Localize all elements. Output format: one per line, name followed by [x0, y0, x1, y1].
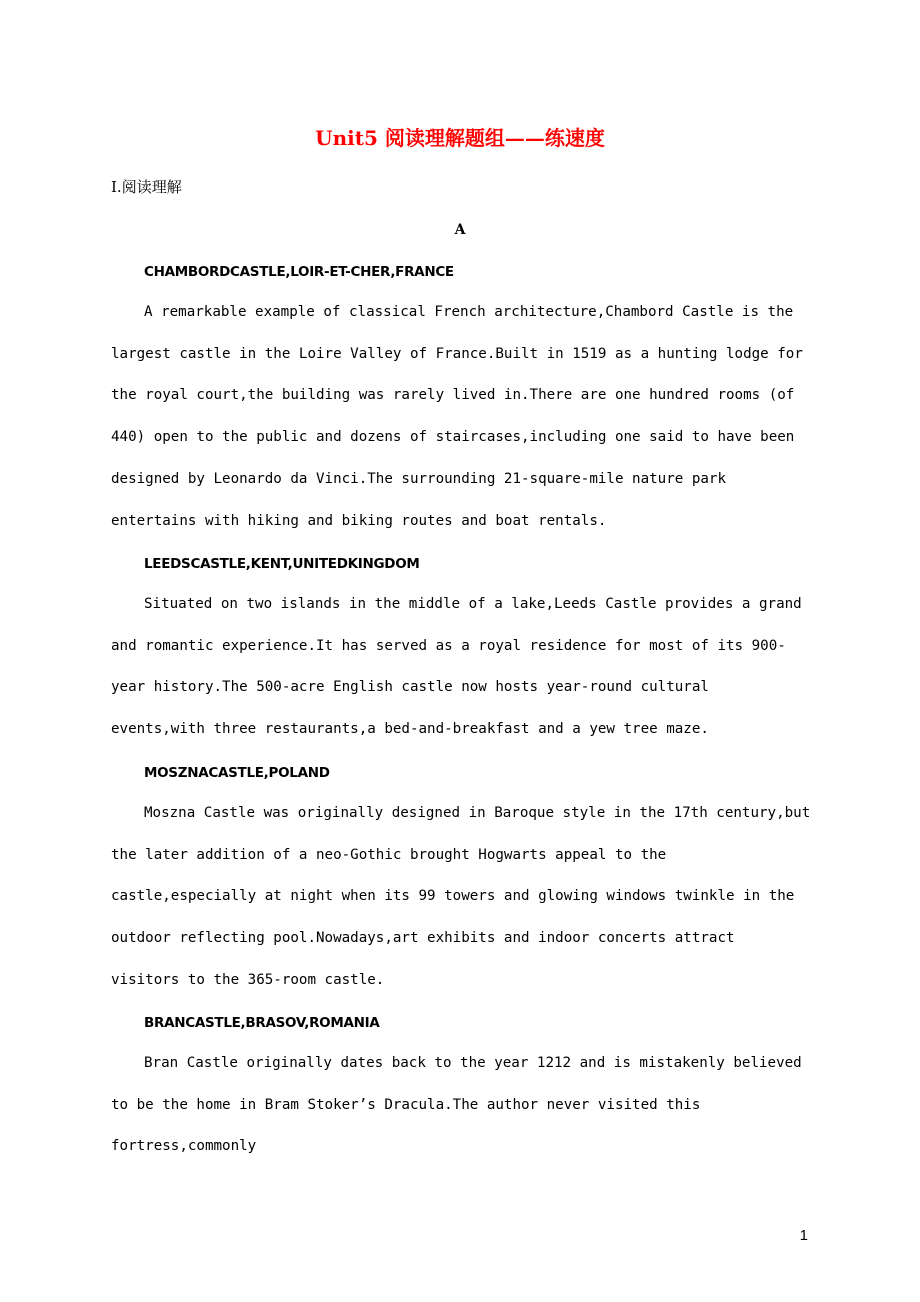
part-letter: A [454, 222, 466, 238]
castle-section-chambord [111, 261, 811, 542]
section-heading: LEEDSCASTLE,KENT,UNITEDKINGDOM [144, 556, 420, 572]
section-paragraph: Situated on two islands in the middle of a lake,Leeds Castle provides a grand and romantic experience.It has served as a royal residence for most of its 900-year history.The 500-acre English castle now hosts year-round cultural events,with three restaurants,a bed-and-breakfast and a yew tree maze. [111, 596, 802, 738]
section-paragraph: A remarkable example of classical French architecture,Chambord Castle is the largest castle in the Loire Valley of France.Built in 1519 as a hunting lodge for the royal court,the building was rarely lived in.There are one hundred rooms (of 440) open to the public and dozens of staircases,including one said to have been designed by Leonardo da Vinci.The surrounding 21-square-mile nature park entertains with hiking and biking routes and boat rentals. [111, 304, 803, 529]
section-heading: CHAMBORDCASTLE,LOIR-ET-CHER,FRANCE [144, 264, 454, 280]
section-heading: BRANCASTLE,BRASOV,ROMANIA [144, 1015, 380, 1031]
document-title: Unit5 阅读理解题组——练速度 [315, 126, 605, 150]
page-number: 1 [799, 1227, 808, 1244]
section-paragraph: Moszna Castle was originally designed in Baroque style in the 17th century,but the later addition of a neo-Gothic brought Hogwarts appeal to the castle,especially at night when its 99 towers and glowing windows twinkle in the outdoor reflecting pool.Nowadays,art exhibits and indoor concerts attract visitors to the 365-room castle. [111, 805, 811, 988]
castle-section-moszna [111, 762, 811, 1002]
section-paragraph: Bran Castle originally dates back to the year 1212 and is mistakenly believed to be the home in Bram Stoker’s Dracula.The author never visited this fortress,commonly [111, 1055, 802, 1155]
section-label: Ⅰ.阅读理解 [111, 178, 182, 196]
castle-section-bran [111, 1012, 811, 1168]
section-heading: MOSZNACASTLE,POLAND [144, 765, 330, 781]
castle-section-leeds [111, 553, 811, 751]
